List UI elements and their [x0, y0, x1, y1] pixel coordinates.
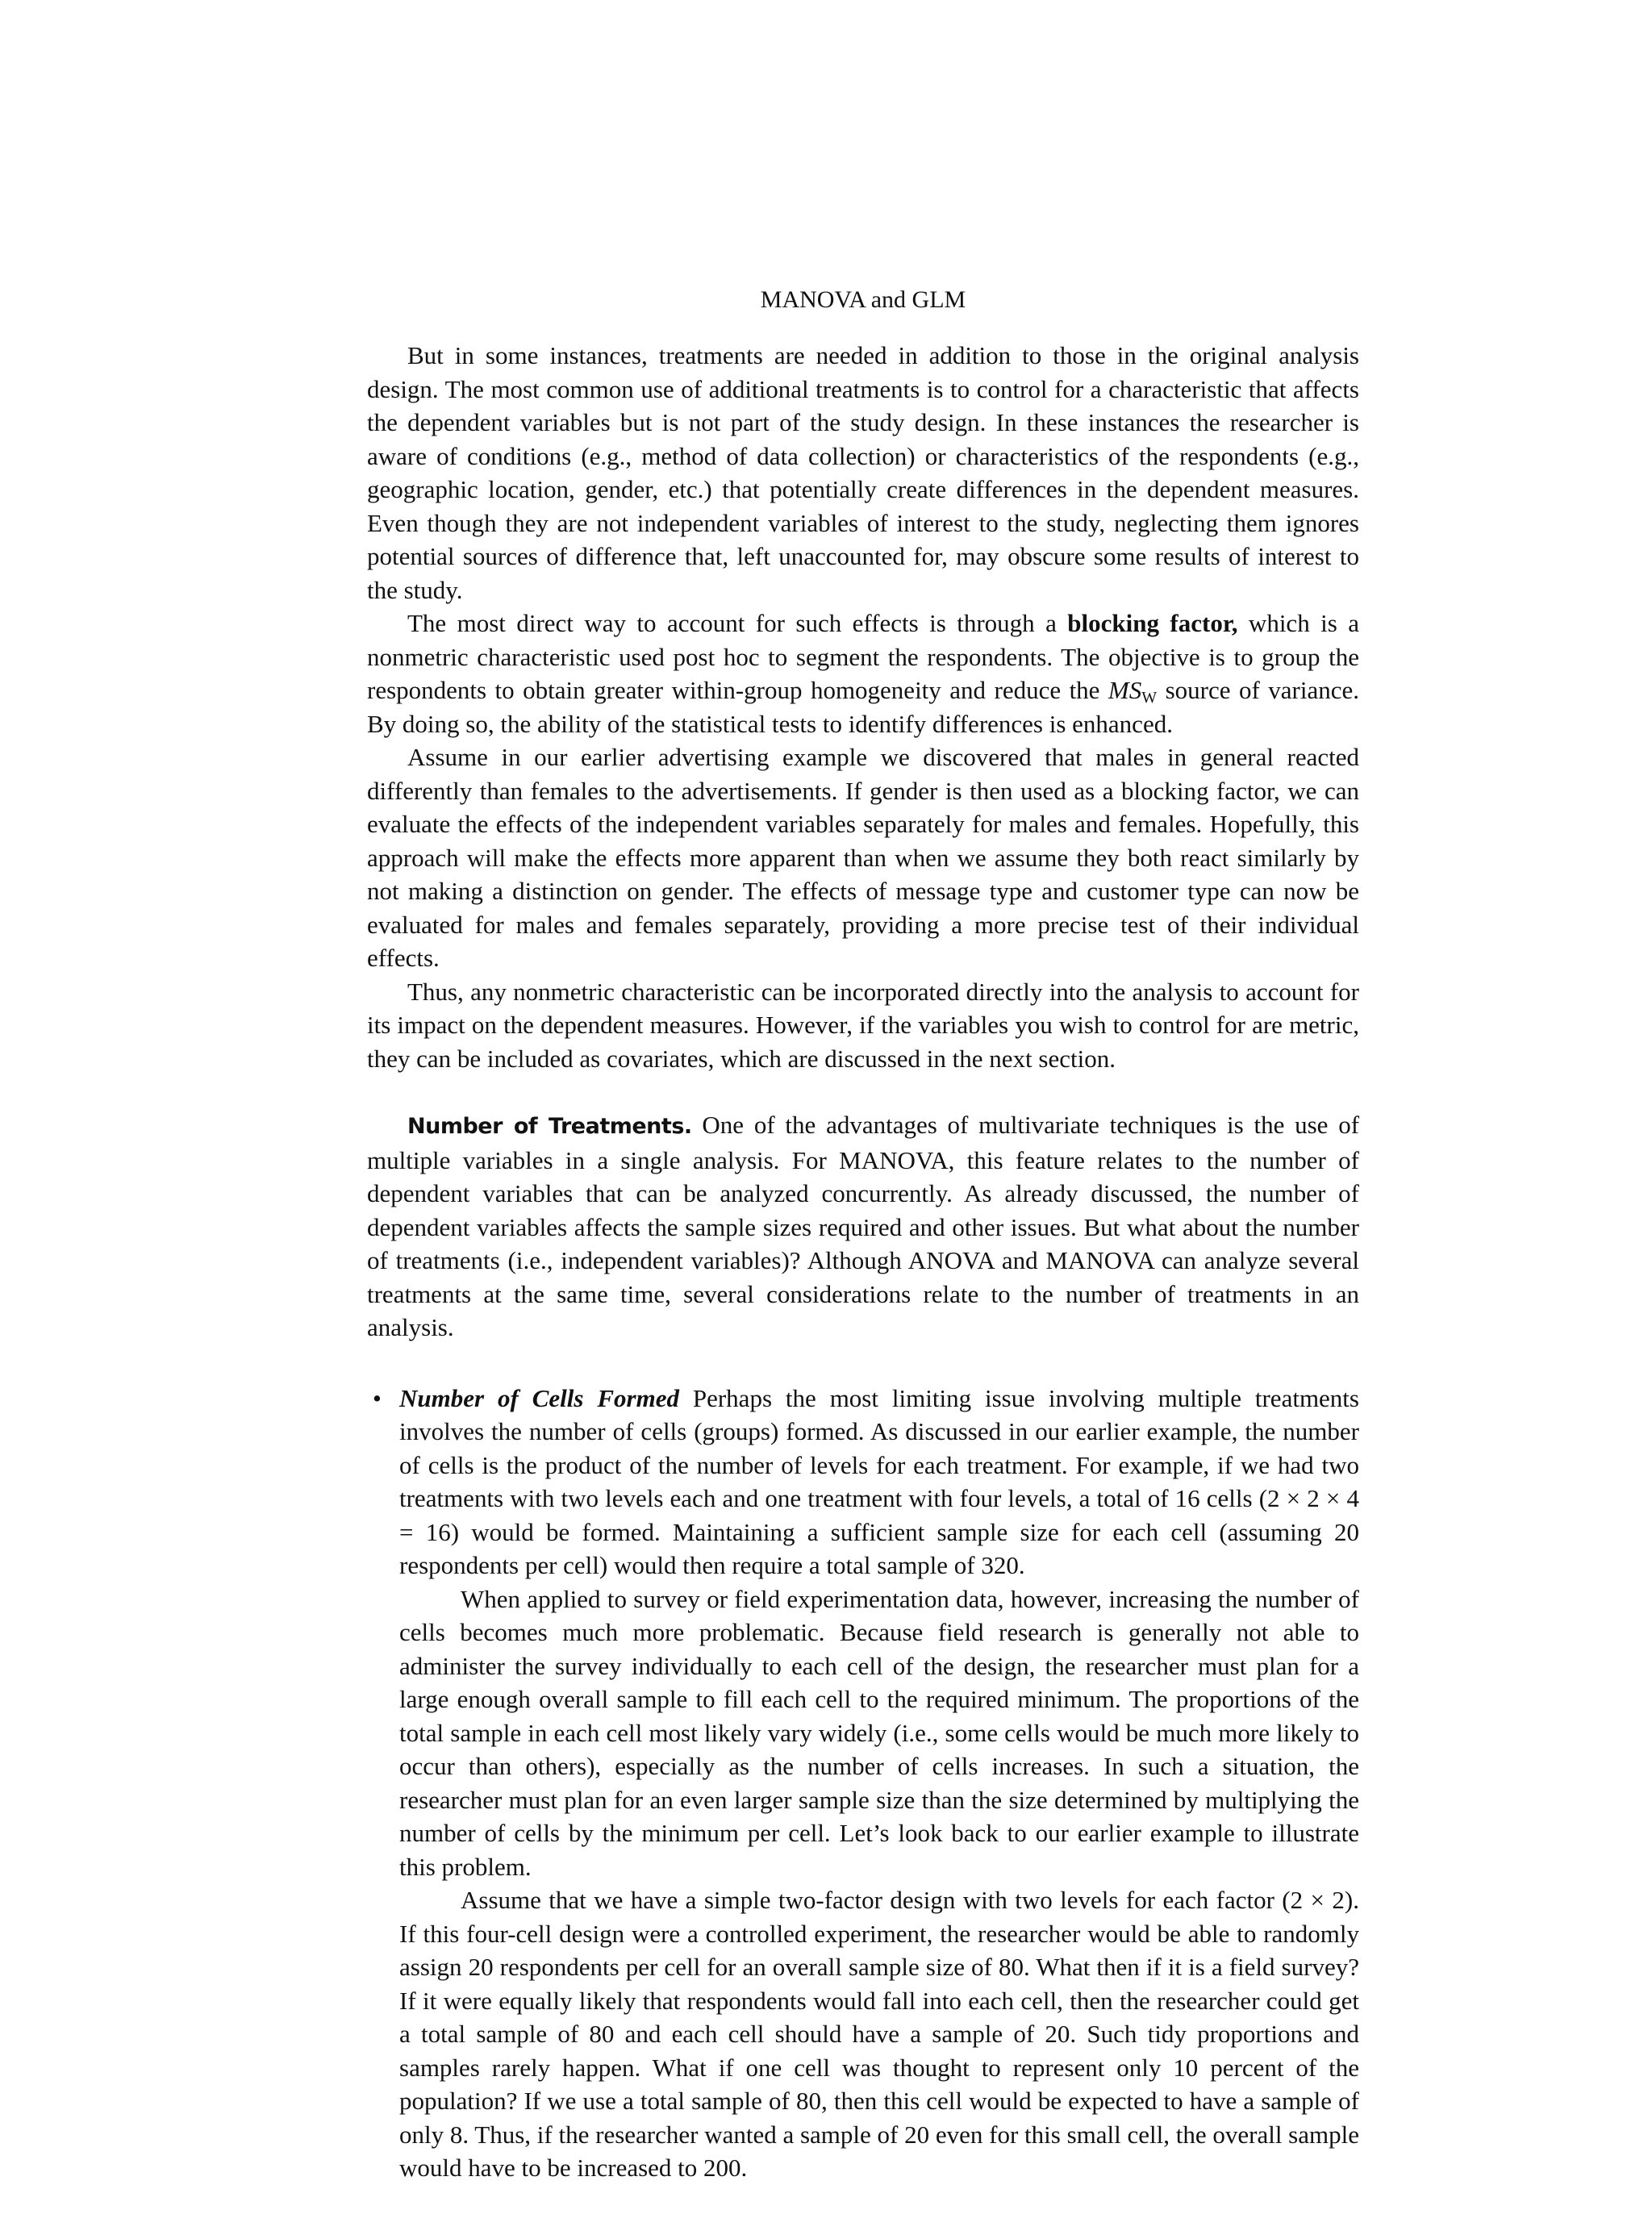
paragraph-2-text-c: source of variance. By doing so, the ability of the statistical tests to identify differences is enhanced. — [367, 676, 1360, 738]
paragraph-4: Thus, any nonmetric characteristic can be incorporated directly into the analysis to account for its impact on the dependent measures. However, if the variables you wish to control for are metric, they can be included as covariates, which are discussed in the next section. — [367, 977, 1359, 1073]
bullet-dot-icon: • — [373, 1383, 382, 1412]
bullet-list — [367, 1382, 1359, 2185]
section-body: One of the advantages of multivariate techniques is the use of multiple variables in a single analysis. For MANOVA, this feature relates to the number of dependent variables that can be analyzed concurrently. As already discussed, the number of dependent variables affects the sample sizes required and other issues. But what about the number of treatments (i.e., independent variables)? Although ANOVA and MANOVA can analyze several treatments at the same time, several considerations relate to the number of treatments in an analysis. — [367, 1111, 1360, 1341]
running-head: MANOVA and GLM — [760, 286, 966, 313]
paragraph-2 — [367, 607, 1359, 740]
page-content — [367, 284, 1359, 2185]
paragraph-1: But in some instances, treatments are needed in addition to those in the original analysis design. The most common use of additional treatments is to control for a characteristic that affects the dependent variables but is not part of the study design. In these instances the researcher is aware of conditions (e.g., method of data collection) or characteristics of the respondents (e.g., geographic location, gender, etc.) that potentially create differences in the dependent measures. Even though they are not independent variables of interest to the study, neglecting them ignores potential sources of difference that, left unaccounted for, may obscure some results of interest to the study. — [367, 341, 1359, 604]
paragraph-2-text-b: which is a nonmetric characteristic used post hoc to segment the respondents. The objective is to group the respondents to obtain greater within-group homogeneity and reduce the — [367, 609, 1359, 704]
section-number-of-treatments — [367, 1108, 1359, 1345]
bullet-paragraph-1 — [399, 1382, 1359, 1582]
bullet-term: Number of Cells Formed — [399, 1383, 679, 1412]
list-spacer — [367, 1345, 1359, 1382]
bullet-paragraph-1-text: Perhaps the most limiting issue involving multiple treatments involves the number of cells (groups) formed. As discussed in our earlier example, the number of cells is the product of the number of levels for each treatment. For example, if we had two treatments with two levels each and one treatment with four levels, a total of 16 cells (2 × 2 × 4 = 16) would be formed. Maintaining a sufficient sample size for each cell (assuming 20 respondents per cell) would then require a total sample of 320. — [399, 1383, 1359, 1579]
section-spacer — [367, 1075, 1359, 1108]
paragraph-3: Assume in our earlier advertising example we discovered that males in general reacted differently than females to the advertisements. If gender is then used as a blocking factor, we can evaluate the effects of the independent variables separately for males and females. Hopefully, this approach will make the effects more apparent than when we assume they both react similarly by not making a distinction on gender. The effects of message type and customer type can now be evaluated for males and females separately, providing a more precise test of their individual effects. — [367, 743, 1359, 972]
section-heading: Number of Treatments. — [407, 1114, 692, 1139]
paragraph-2-text-a: The most direct way to account for such effects is through a — [407, 609, 1068, 637]
list-item — [367, 1382, 1359, 2185]
bullet-paragraph-2: When applied to survey or field experimentation data, however, increasing the number of cells becomes much more problematic. Because field research is generally not able to administer the survey individually to each cell of the design, the researcher must plan for a large enough overall sample to fill each cell to the required minimum. The proportions of the total sample in each cell most likely vary widely (i.e., some cells would be much more likely to occur than others), especially as the number of cells increases. In such a situation, the researcher must plan for an even larger sample size than the size determined by multiplying the number of cells by the minimum per cell. Let’s look back to our earlier example to illustrate this problem. — [399, 1584, 1359, 1881]
ms-subscript: W — [1141, 689, 1158, 707]
blocking-factor-term: blocking factor, — [1067, 609, 1238, 637]
bullet-paragraph-3: Assume that we have a simple two-factor design with two levels for each factor (2 × 2). If this four-cell design were a controlled experiment, the researcher would be able to randomly assign 20 respondents per cell for an overall sample size of 80. What then if it is a field survey? If it were equally likely that respondents would fall into each cell, then the researcher could get a total sample of 80 and each cell should have a sample of 20. Such tidy proportions and samples rarely happen. What if one cell was thought to represent only 10 percent of the population? If we use a total sample of 80, then this cell would be expected to have a sample of only 8. Thus, if the researcher wanted a sample of 20 even for this small cell, the overall sample would have to be increased to 200. — [399, 1886, 1359, 2182]
ms-symbol: MS — [1108, 676, 1142, 704]
